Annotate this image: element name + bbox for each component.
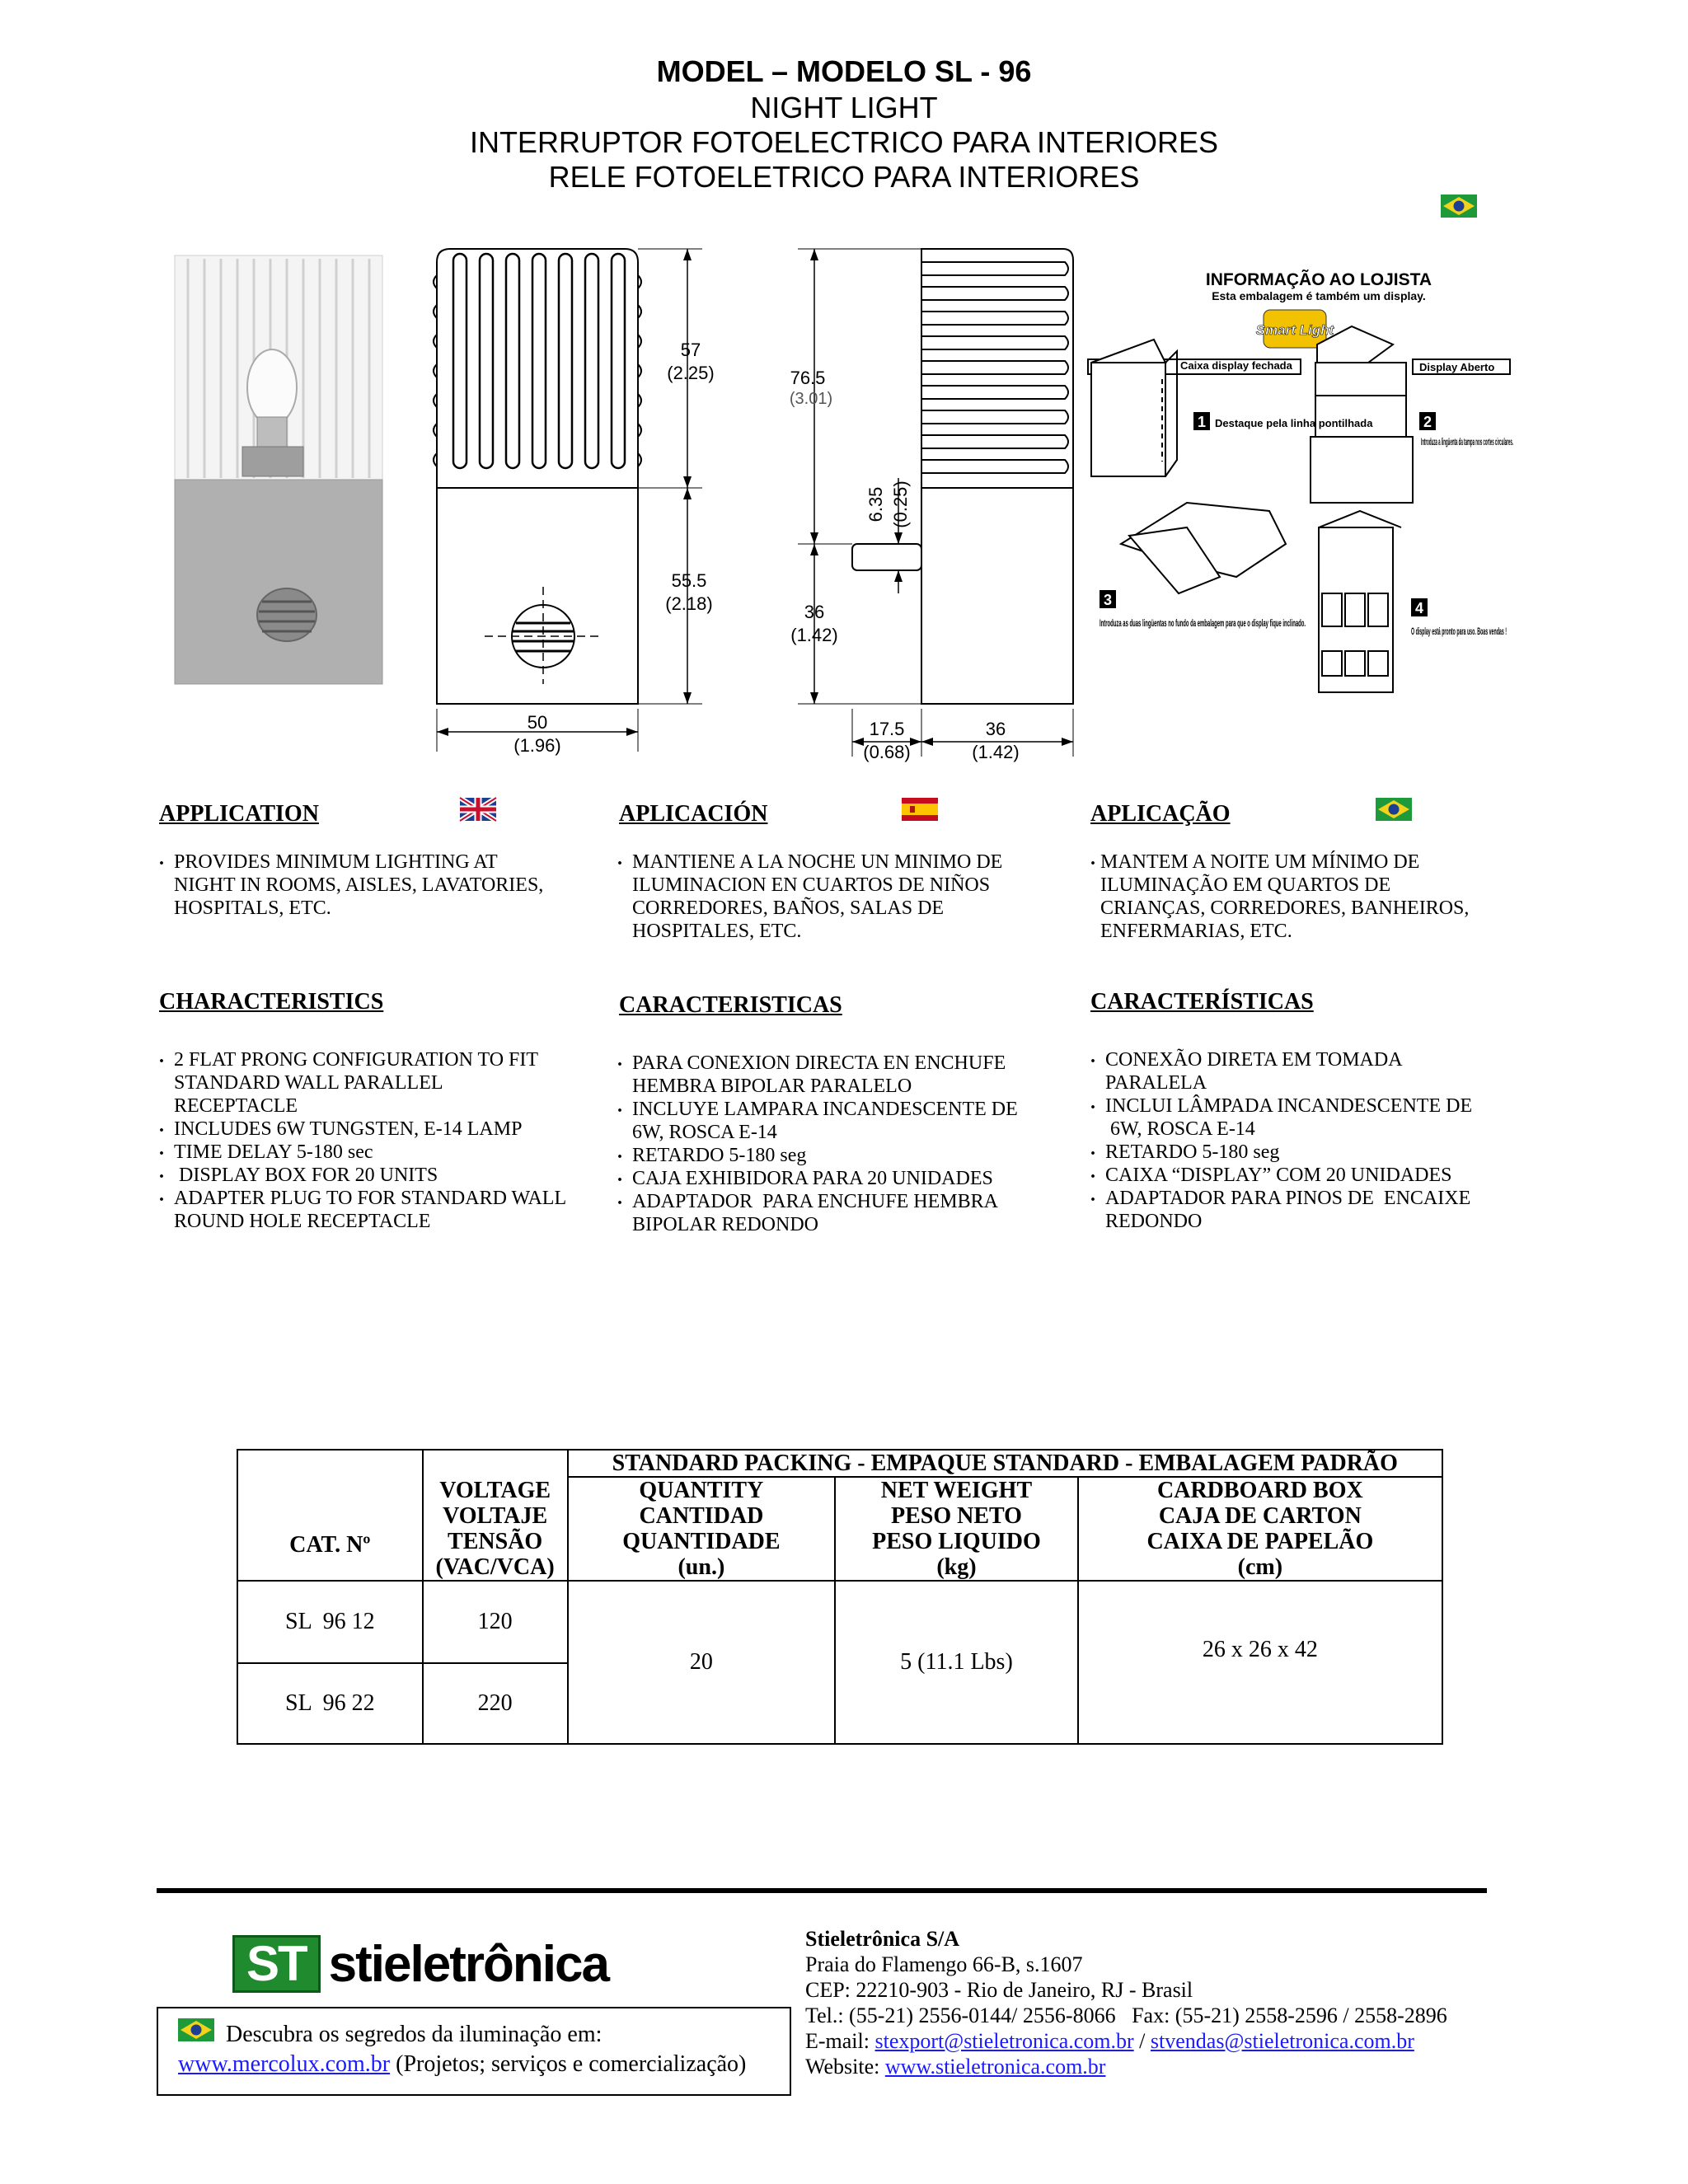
dim-76-5: 76.5 bbox=[790, 368, 826, 388]
dim-76-5-in: (3.01) bbox=[789, 390, 833, 408]
dim-17-5: 17.5 bbox=[869, 719, 905, 739]
step3-text: Introduza as duas lingüentas no fundo da embalagem para que o display fique inclinado. bbox=[1100, 617, 1306, 629]
application-list-pt bbox=[1090, 851, 1469, 943]
footer-rule bbox=[157, 1888, 1487, 1893]
list-item: . CAIXA “DISPLAY” COM 20 UNIDADES bbox=[1090, 1164, 1472, 1187]
application-title-en: APPLICATION bbox=[159, 801, 319, 827]
cat-cell: SL 96 12 bbox=[237, 1581, 423, 1663]
characteristics-list-es bbox=[617, 1052, 1018, 1236]
dim-6-35: 6.35 bbox=[865, 486, 886, 523]
characteristics-list-pt bbox=[1090, 1048, 1472, 1233]
discover-text: Descubra os segredos da iluminação em: bbox=[226, 2022, 603, 2047]
list-item: . CONEXÃO DIRETA EM TOMADA PARALELA bbox=[1090, 1048, 1472, 1094]
packing-table bbox=[237, 1449, 1443, 1745]
characteristics-list-en bbox=[159, 1048, 566, 1233]
list-item: . 2 FLAT PRONG CONFIGURATION TO FIT STANDARD WALL PARALLEL RECEPTACLE bbox=[159, 1048, 566, 1118]
step4-text: O display está pronto para uso. Boas vendas ! bbox=[1411, 626, 1507, 637]
mercolux-note: (Projetos; serviços e comercialização) bbox=[390, 2051, 747, 2077]
model-title: MODEL – MODELO SL - 96 bbox=[656, 54, 1032, 88]
dim-55-5: 55.5 bbox=[671, 570, 707, 591]
dim-50-in: (1.96) bbox=[513, 735, 561, 756]
application-list-es bbox=[617, 851, 1002, 943]
product-photo bbox=[171, 255, 387, 684]
qty-cell: 20 bbox=[568, 1581, 836, 1744]
list-item: . RETARDO 5-180 seg bbox=[617, 1144, 1018, 1167]
list-item: . INCLUDES 6W TUNGSTEN, E-14 LAMP bbox=[159, 1118, 566, 1141]
characteristics-title-pt: CARACTERÍSTICAS bbox=[1090, 989, 1314, 1015]
brazil-flag-icon bbox=[1376, 798, 1412, 821]
uk-flag-icon bbox=[460, 798, 496, 821]
subtitle-portuguese: RELE FOTOELETRICO PARA INTERIORES bbox=[548, 160, 1140, 194]
dim-36-v-in: (1.42) bbox=[790, 625, 838, 645]
step4-number: 4 bbox=[1414, 600, 1424, 616]
box-header: CARDBOARD BOX CAJA DE CARTON CAIXA DE PAPELÃO (cm) bbox=[1078, 1477, 1442, 1581]
company-logo bbox=[232, 1935, 608, 1993]
svg-text:Smart Light: Smart Light bbox=[1255, 322, 1334, 338]
quantity-header: QUANTITY CANTIDAD QUANTIDADE (un.) bbox=[568, 1477, 836, 1581]
dim-55-5-in: (2.18) bbox=[665, 593, 713, 614]
website-link[interactable]: www.stieletronica.com.br bbox=[884, 2055, 1106, 2079]
step3-number: 3 bbox=[1103, 592, 1113, 608]
dim-36-h: 36 bbox=[985, 719, 1006, 739]
dim-57-in: (2.25) bbox=[667, 363, 715, 383]
list-item: . PROVIDES MINIMUM LIGHTING AT NIGHT IN ROOMS, AISLES, LAVATORIES, HOSPITALS, ETC. bbox=[159, 851, 543, 920]
step2-text: Introduza a lingüenta da tampa nos cortes circulares. bbox=[1421, 436, 1513, 448]
brazil-flag-icon bbox=[1441, 194, 1477, 218]
open-display-label: Display Aberto bbox=[1419, 361, 1495, 373]
dim-36-v: 36 bbox=[804, 602, 825, 622]
voltage-header: VOLTAGE VOLTAJE TENSÃO (VAC/VCA) bbox=[423, 1477, 568, 1581]
dim-50: 50 bbox=[527, 712, 548, 733]
address-cep: CEP: 22210-903 - Rio de Janeiro, RJ - Brasil bbox=[805, 1978, 1193, 2002]
side-view-drawing bbox=[783, 239, 1088, 775]
list-item: . INCLUI LÂMPADA INCANDESCENTE DE 6W, ROSCA E-14 bbox=[1090, 1094, 1472, 1141]
list-item: . DISPLAY BOX FOR 20 UNITS bbox=[159, 1164, 566, 1187]
step1-number: 1 bbox=[1197, 414, 1207, 430]
step2-number: 2 bbox=[1423, 414, 1432, 430]
brazil-flag-icon bbox=[178, 2018, 214, 2041]
volt-cell: 220 bbox=[423, 1663, 568, 1744]
mercolux-link[interactable]: www.mercolux.com.br bbox=[178, 2051, 391, 2077]
address-street: Praia do Flamengo 66-B, s.1607 bbox=[805, 1952, 1083, 1976]
subtitle-spanish: INTERRUPTOR FOTOELECTRICO PARA INTERIORES bbox=[469, 125, 1219, 159]
list-item: . ADAPTADOR PARA PINOS DE ENCAIXE REDONDO bbox=[1090, 1187, 1472, 1233]
email-line: E-mail: stexport@stieletronica.com.br / stvendas@stieletronica.com.br bbox=[805, 2029, 1414, 2053]
cat-cell: SL 96 22 bbox=[237, 1663, 423, 1744]
display-box-info bbox=[1080, 255, 1517, 717]
company-name: Stieletrônica S/A bbox=[805, 1927, 960, 1951]
logo-mark: ST bbox=[232, 1935, 321, 1993]
display-info-subtitle: Esta embalagem é também um display. bbox=[1212, 289, 1426, 302]
characteristics-title-en: CHARACTERISTICS bbox=[159, 989, 384, 1015]
weight-cell: 5 (11.1 Lbs) bbox=[835, 1581, 1078, 1744]
website-line: Website: www.stieletronica.com.br bbox=[805, 2055, 1106, 2079]
dim-57: 57 bbox=[680, 340, 701, 360]
list-item: . TIME DELAY 5-180 sec bbox=[159, 1141, 566, 1164]
packing-header: STANDARD PACKING - EMPAQUE STANDARD - EMBALAGEM PADRÃO bbox=[568, 1450, 1442, 1477]
closed-box-label: Caixa display fechada bbox=[1180, 359, 1292, 372]
list-item: . CAJA EXHIBIDORA PARA 20 UNIDADES bbox=[617, 1167, 1018, 1190]
application-title-pt: APLICAÇÃO bbox=[1090, 801, 1231, 827]
step1-text: Destaque pela linha pontilhada bbox=[1215, 417, 1373, 429]
list-item: . ADAPTER PLUG TO FOR STANDARD WALL ROUND HOLE RECEPTACLE bbox=[159, 1187, 566, 1233]
email-export-link[interactable]: stexport@stieletronica.com.br bbox=[874, 2029, 1134, 2053]
phone-fax: Tel.: (55-21) 2556-0144/ 2556-8066 Fax: (55-21) 2558-2596 / 2558-2896 bbox=[805, 2004, 1447, 2027]
table-row bbox=[237, 1581, 1442, 1663]
cat-header: CAT. Nº bbox=[237, 1477, 423, 1581]
dim-6-35-in: (0.25) bbox=[890, 480, 911, 528]
list-item: . MANTEM A NOITE UM MÍNIMO DE ILUMINAÇÃO EM QUARTOS DE CRIANÇAS, CORREDORES, BANHEIROS, ENFERMARIAS, ETC. bbox=[1090, 851, 1469, 943]
volt-cell: 120 bbox=[423, 1581, 568, 1663]
list-item: . RETARDO 5-180 seg bbox=[1090, 1141, 1472, 1164]
company-address bbox=[805, 1926, 1447, 2079]
application-list-en bbox=[159, 851, 543, 920]
dim-36-h-in: (1.42) bbox=[972, 742, 1020, 762]
dim-17-5-in: (0.68) bbox=[863, 742, 911, 762]
list-item: . MANTIENE A LA NOCHE UN MINIMO DE ILUMINACION EN CUARTOS DE NIÑOS CORREDORES, BAÑOS, SALAS DE HOSPITALES, ETC. bbox=[617, 851, 1002, 943]
mercolux-line bbox=[178, 2051, 746, 2078]
logo-text: stieletrônica bbox=[328, 1935, 608, 1993]
characteristics-title-es: CARACTERISTICAS bbox=[619, 992, 842, 1018]
weight-header: NET WEIGHT PESO NETO PESO LIQUIDO (kg) bbox=[835, 1477, 1078, 1581]
spain-flag-icon bbox=[902, 798, 938, 821]
subtitle-night-light: NIGHT LIGHT bbox=[750, 91, 938, 124]
list-item: . PARA CONEXION DIRECTA EN ENCHUFE HEMBRA BIPOLAR PARALELO bbox=[617, 1052, 1018, 1098]
list-item: . ADAPTADOR PARA ENCHUFE HEMBRA BIPOLAR REDONDO bbox=[617, 1190, 1018, 1236]
display-info-title: INFORMAÇÃO AO LOJISTA bbox=[1205, 270, 1432, 289]
discover-box bbox=[157, 2007, 791, 2096]
box-cell: 26 x 26 x 42 bbox=[1078, 1581, 1442, 1744]
list-item: . INCLUYE LAMPARA INCANDESCENTE DE 6W, ROSCA E-14 bbox=[617, 1098, 1018, 1144]
email-sales-link[interactable]: stvendas@stieletronica.com.br bbox=[1150, 2029, 1414, 2053]
application-title-es: APLICACIÓN bbox=[619, 801, 768, 827]
